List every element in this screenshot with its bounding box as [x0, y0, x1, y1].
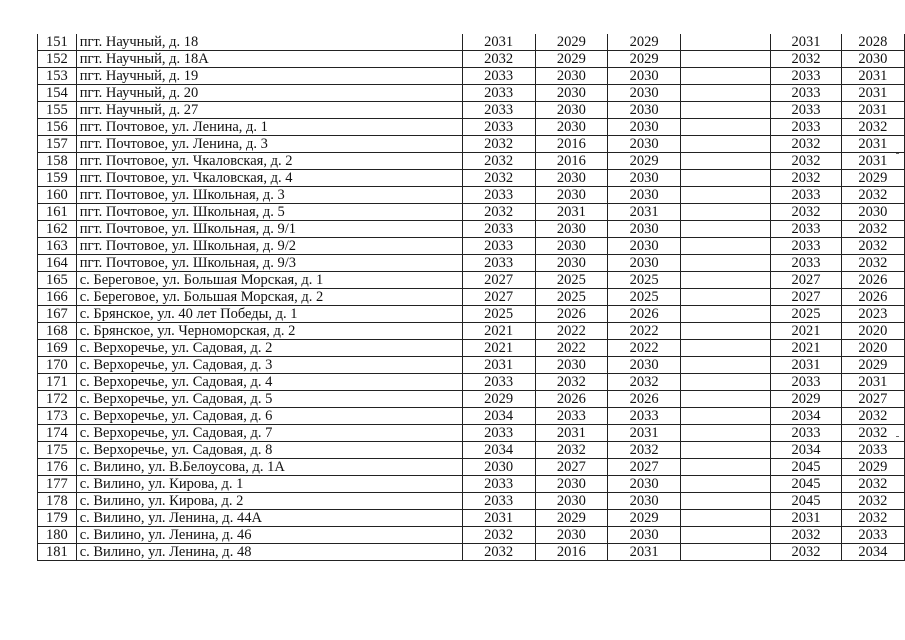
year-cell-4 — [681, 442, 771, 459]
address-cell: с. Вилино, ул. Кирова, д. 2 — [76, 493, 462, 510]
row-number: 169 — [38, 340, 77, 357]
year-cell-4 — [681, 272, 771, 289]
year-cell-4 — [681, 102, 771, 119]
row-number: 162 — [38, 221, 77, 238]
year-cell-3: 2022 — [608, 323, 681, 340]
year-cell-4 — [681, 51, 771, 68]
year-cell-3: 2030 — [608, 136, 681, 153]
year-cell-1: 2031 — [462, 357, 535, 374]
address-cell: с. Береговое, ул. Большая Морская, д. 1 — [76, 272, 462, 289]
year-cell-2: 2030 — [535, 476, 608, 493]
year-cell-1: 2033 — [462, 476, 535, 493]
year-cell-5: 2033 — [771, 374, 842, 391]
year-cell-4 — [681, 119, 771, 136]
year-cell-3: 2031 — [608, 544, 681, 561]
year-cell-3: 2030 — [608, 527, 681, 544]
year-cell-1: 2021 — [462, 340, 535, 357]
table-row — [38, 102, 905, 119]
table-row — [38, 544, 905, 561]
year-cell-2: 2030 — [535, 221, 608, 238]
year-cell-1: 2021 — [462, 323, 535, 340]
row-number: 154 — [38, 85, 77, 102]
year-cell-2: 2022 — [535, 340, 608, 357]
table-row — [38, 493, 905, 510]
year-cell-6: 2026 — [841, 272, 904, 289]
row-number: 166 — [38, 289, 77, 306]
year-cell-6: 2031 — [841, 374, 904, 391]
year-cell-4 — [681, 374, 771, 391]
year-cell-6: 2030 — [841, 204, 904, 221]
table-row — [38, 255, 905, 272]
row-number: 168 — [38, 323, 77, 340]
year-cell-6: 2020 — [841, 323, 904, 340]
margin-mark — [896, 436, 899, 437]
year-cell-1: 2025 — [462, 306, 535, 323]
year-cell-2: 2025 — [535, 272, 608, 289]
address-cell: с. Береговое, ул. Большая Морская, д. 2 — [76, 289, 462, 306]
row-number: 179 — [38, 510, 77, 527]
year-cell-3: 2029 — [608, 51, 681, 68]
table-row — [38, 510, 905, 527]
row-number: 176 — [38, 459, 77, 476]
year-cell-4 — [681, 459, 771, 476]
year-cell-2: 2031 — [535, 204, 608, 221]
year-cell-2: 2025 — [535, 289, 608, 306]
table-row — [38, 51, 905, 68]
year-cell-1: 2033 — [462, 187, 535, 204]
table-row — [38, 272, 905, 289]
year-cell-6: 2030 — [841, 51, 904, 68]
year-cell-5: 2033 — [771, 221, 842, 238]
address-cell: с. Вилино, ул. В.Белоусова, д. 1А — [76, 459, 462, 476]
year-cell-5: 2045 — [771, 476, 842, 493]
year-cell-4 — [681, 357, 771, 374]
year-cell-4 — [681, 510, 771, 527]
table-row — [38, 340, 905, 357]
year-cell-4 — [681, 136, 771, 153]
address-cell: с. Вилино, ул. Ленина, д. 44А — [76, 510, 462, 527]
table-row — [38, 527, 905, 544]
year-cell-6: 2032 — [841, 187, 904, 204]
year-cell-6: 2033 — [841, 527, 904, 544]
table-row — [38, 374, 905, 391]
year-cell-6: 2029 — [841, 170, 904, 187]
year-cell-3: 2022 — [608, 340, 681, 357]
year-cell-2: 2029 — [535, 510, 608, 527]
year-cell-5: 2033 — [771, 119, 842, 136]
year-cell-4 — [681, 323, 771, 340]
year-cell-5: 2032 — [771, 527, 842, 544]
address-cell: с. Брянское, ул. Черноморская, д. 2 — [76, 323, 462, 340]
year-cell-1: 2032 — [462, 204, 535, 221]
table-row — [38, 289, 905, 306]
address-cell: пгт. Почтовое, ул. Ленина, д. 1 — [76, 119, 462, 136]
row-number: 171 — [38, 374, 77, 391]
row-number: 164 — [38, 255, 77, 272]
year-cell-4 — [681, 85, 771, 102]
year-cell-6: 2027 — [841, 391, 904, 408]
year-cell-3: 2031 — [608, 425, 681, 442]
year-cell-6: 2020 — [841, 340, 904, 357]
table-body — [38, 34, 905, 561]
row-number: 158 — [38, 153, 77, 170]
year-cell-1: 2032 — [462, 51, 535, 68]
address-cell: пгт. Почтовое, ул. Школьная, д. 9/1 — [76, 221, 462, 238]
table-row — [38, 323, 905, 340]
year-cell-6: 2032 — [841, 238, 904, 255]
year-cell-5: 2021 — [771, 340, 842, 357]
year-cell-1: 2034 — [462, 442, 535, 459]
year-cell-3: 2030 — [608, 493, 681, 510]
table-row — [38, 68, 905, 85]
year-cell-3: 2027 — [608, 459, 681, 476]
year-cell-2: 2030 — [535, 119, 608, 136]
year-cell-6: 2032 — [841, 510, 904, 527]
year-cell-3: 2030 — [608, 119, 681, 136]
year-cell-6: 2029 — [841, 357, 904, 374]
year-cell-5: 2033 — [771, 102, 842, 119]
year-cell-2: 2029 — [535, 51, 608, 68]
row-number: 170 — [38, 357, 77, 374]
year-cell-1: 2033 — [462, 374, 535, 391]
year-cell-3: 2030 — [608, 85, 681, 102]
year-cell-3: 2030 — [608, 102, 681, 119]
year-cell-6: 2032 — [841, 255, 904, 272]
year-cell-5: 2032 — [771, 170, 842, 187]
year-cell-2: 2030 — [535, 255, 608, 272]
year-cell-2: 2027 — [535, 459, 608, 476]
address-cell: пгт. Почтовое, ул. Школьная, д. 3 — [76, 187, 462, 204]
year-cell-3: 2030 — [608, 476, 681, 493]
year-cell-3: 2032 — [608, 374, 681, 391]
year-cell-5: 2034 — [771, 442, 842, 459]
address-cell: с. Вилино, ул. Кирова, д. 1 — [76, 476, 462, 493]
address-cell: пгт. Почтовое, ул. Школьная, д. 9/2 — [76, 238, 462, 255]
year-cell-5: 2034 — [771, 408, 842, 425]
year-cell-2: 2016 — [535, 544, 608, 561]
housing-schedule-table — [37, 34, 905, 561]
year-cell-4 — [681, 391, 771, 408]
year-cell-6: 2031 — [841, 136, 904, 153]
year-cell-3: 2025 — [608, 289, 681, 306]
year-cell-2: 2033 — [535, 408, 608, 425]
address-cell: пгт. Научный, д. 18А — [76, 51, 462, 68]
year-cell-4 — [681, 238, 771, 255]
row-number: 165 — [38, 272, 77, 289]
year-cell-6: 2031 — [841, 85, 904, 102]
year-cell-5: 2031 — [771, 34, 842, 51]
year-cell-5: 2032 — [771, 544, 842, 561]
year-cell-2: 2031 — [535, 425, 608, 442]
year-cell-4 — [681, 306, 771, 323]
year-cell-4 — [681, 544, 771, 561]
year-cell-3: 2030 — [608, 357, 681, 374]
address-cell: пгт. Научный, д. 19 — [76, 68, 462, 85]
row-number: 156 — [38, 119, 77, 136]
year-cell-6: 2029 — [841, 459, 904, 476]
row-number: 175 — [38, 442, 77, 459]
year-cell-6: 2026 — [841, 289, 904, 306]
table-row — [38, 187, 905, 204]
year-cell-5: 2029 — [771, 391, 842, 408]
year-cell-5: 2021 — [771, 323, 842, 340]
year-cell-5: 2033 — [771, 85, 842, 102]
year-cell-1: 2033 — [462, 119, 535, 136]
year-cell-5: 2027 — [771, 289, 842, 306]
year-cell-3: 2029 — [608, 153, 681, 170]
table-row — [38, 425, 905, 442]
year-cell-1: 2027 — [462, 272, 535, 289]
year-cell-1: 2033 — [462, 85, 535, 102]
year-cell-1: 2032 — [462, 544, 535, 561]
year-cell-5: 2032 — [771, 204, 842, 221]
year-cell-2: 2026 — [535, 306, 608, 323]
year-cell-5: 2027 — [771, 272, 842, 289]
year-cell-3: 2026 — [608, 391, 681, 408]
address-cell: пгт. Почтовое, ул. Ленина, д. 3 — [76, 136, 462, 153]
year-cell-2: 2030 — [535, 238, 608, 255]
year-cell-4 — [681, 153, 771, 170]
year-cell-5: 2032 — [771, 153, 842, 170]
address-cell: с. Верхоречье, ул. Садовая, д. 6 — [76, 408, 462, 425]
year-cell-6: 2028 — [841, 34, 904, 51]
year-cell-2: 2022 — [535, 323, 608, 340]
table-row — [38, 238, 905, 255]
year-cell-5: 2031 — [771, 357, 842, 374]
year-cell-2: 2032 — [535, 442, 608, 459]
table-row — [38, 408, 905, 425]
table-row — [38, 170, 905, 187]
year-cell-6: 2032 — [841, 425, 904, 442]
year-cell-2: 2026 — [535, 391, 608, 408]
year-cell-2: 2032 — [535, 374, 608, 391]
table-row — [38, 119, 905, 136]
year-cell-1: 2034 — [462, 408, 535, 425]
address-cell: с. Вилино, ул. Ленина, д. 46 — [76, 527, 462, 544]
address-cell: с. Верхоречье, ул. Садовая, д. 3 — [76, 357, 462, 374]
year-cell-3: 2032 — [608, 442, 681, 459]
year-cell-4 — [681, 476, 771, 493]
table-row — [38, 34, 905, 51]
year-cell-3: 2033 — [608, 408, 681, 425]
table-row — [38, 153, 905, 170]
row-number: 180 — [38, 527, 77, 544]
year-cell-5: 2045 — [771, 493, 842, 510]
year-cell-2: 2030 — [535, 68, 608, 85]
year-cell-5: 2045 — [771, 459, 842, 476]
year-cell-6: 2033 — [841, 442, 904, 459]
year-cell-3: 2030 — [608, 221, 681, 238]
year-cell-4 — [681, 221, 771, 238]
year-cell-6: 2031 — [841, 153, 904, 170]
year-cell-1: 2033 — [462, 102, 535, 119]
year-cell-4 — [681, 493, 771, 510]
year-cell-5: 2032 — [771, 136, 842, 153]
row-number: 177 — [38, 476, 77, 493]
row-number: 152 — [38, 51, 77, 68]
year-cell-2: 2016 — [535, 153, 608, 170]
row-number: 153 — [38, 68, 77, 85]
year-cell-1: 2033 — [462, 425, 535, 442]
table-row — [38, 221, 905, 238]
year-cell-1: 2033 — [462, 68, 535, 85]
year-cell-3: 2030 — [608, 68, 681, 85]
year-cell-3: 2030 — [608, 238, 681, 255]
year-cell-4 — [681, 289, 771, 306]
margin-mark — [896, 153, 899, 154]
year-cell-3: 2029 — [608, 510, 681, 527]
year-cell-4 — [681, 204, 771, 221]
address-cell: с. Верхоречье, ул. Садовая, д. 2 — [76, 340, 462, 357]
row-number: 178 — [38, 493, 77, 510]
year-cell-6: 2031 — [841, 68, 904, 85]
year-cell-1: 2031 — [462, 510, 535, 527]
year-cell-5: 2033 — [771, 187, 842, 204]
year-cell-4 — [681, 170, 771, 187]
table-row — [38, 442, 905, 459]
year-cell-4 — [681, 425, 771, 442]
year-cell-1: 2033 — [462, 255, 535, 272]
address-cell: пгт. Почтовое, ул. Школьная, д. 5 — [76, 204, 462, 221]
year-cell-1: 2032 — [462, 153, 535, 170]
address-cell: пгт. Почтовое, ул. Чкаловская, д. 4 — [76, 170, 462, 187]
year-cell-1: 2033 — [462, 493, 535, 510]
address-cell: пгт. Научный, д. 20 — [76, 85, 462, 102]
year-cell-5: 2033 — [771, 68, 842, 85]
address-cell: пгт. Почтовое, ул. Школьная, д. 9/3 — [76, 255, 462, 272]
row-number: 172 — [38, 391, 77, 408]
year-cell-2: 2030 — [535, 170, 608, 187]
year-cell-5: 2033 — [771, 238, 842, 255]
year-cell-1: 2032 — [462, 170, 535, 187]
year-cell-5: 2025 — [771, 306, 842, 323]
year-cell-3: 2031 — [608, 204, 681, 221]
table-row — [38, 459, 905, 476]
year-cell-1: 2032 — [462, 136, 535, 153]
year-cell-4 — [681, 187, 771, 204]
year-cell-5: 2031 — [771, 510, 842, 527]
table-row — [38, 357, 905, 374]
address-cell: пгт. Почтовое, ул. Чкаловская, д. 2 — [76, 153, 462, 170]
year-cell-2: 2030 — [535, 102, 608, 119]
year-cell-2: 2029 — [535, 34, 608, 51]
year-cell-4 — [681, 340, 771, 357]
year-cell-2: 2016 — [535, 136, 608, 153]
year-cell-6: 2032 — [841, 221, 904, 238]
year-cell-2: 2030 — [535, 187, 608, 204]
table-row — [38, 204, 905, 221]
year-cell-1: 2033 — [462, 221, 535, 238]
address-cell: с. Верхоречье, ул. Садовая, д. 4 — [76, 374, 462, 391]
row-number: 157 — [38, 136, 77, 153]
row-number: 155 — [38, 102, 77, 119]
year-cell-1: 2029 — [462, 391, 535, 408]
year-cell-6: 2032 — [841, 493, 904, 510]
year-cell-4 — [681, 255, 771, 272]
year-cell-3: 2025 — [608, 272, 681, 289]
row-number: 159 — [38, 170, 77, 187]
row-number: 161 — [38, 204, 77, 221]
address-cell: с. Брянское, ул. 40 лет Победы, д. 1 — [76, 306, 462, 323]
year-cell-3: 2030 — [608, 255, 681, 272]
year-cell-3: 2026 — [608, 306, 681, 323]
year-cell-6: 2023 — [841, 306, 904, 323]
row-number: 181 — [38, 544, 77, 561]
year-cell-4 — [681, 408, 771, 425]
address-cell: пгт. Научный, д. 27 — [76, 102, 462, 119]
year-cell-1: 2033 — [462, 238, 535, 255]
year-cell-2: 2030 — [535, 85, 608, 102]
row-number: 151 — [38, 34, 77, 51]
table-row — [38, 85, 905, 102]
year-cell-5: 2033 — [771, 255, 842, 272]
year-cell-1: 2031 — [462, 34, 535, 51]
address-cell: пгт. Научный, д. 18 — [76, 34, 462, 51]
year-cell-1: 2032 — [462, 527, 535, 544]
address-cell: с. Вилино, ул. Ленина, д. 48 — [76, 544, 462, 561]
year-cell-2: 2030 — [535, 493, 608, 510]
year-cell-6: 2032 — [841, 119, 904, 136]
address-cell: с. Верхоречье, ул. Садовая, д. 8 — [76, 442, 462, 459]
table-row — [38, 136, 905, 153]
year-cell-6: 2032 — [841, 408, 904, 425]
row-number: 173 — [38, 408, 77, 425]
row-number: 167 — [38, 306, 77, 323]
address-cell: с. Верхоречье, ул. Садовая, д. 5 — [76, 391, 462, 408]
row-number: 163 — [38, 238, 77, 255]
year-cell-3: 2030 — [608, 187, 681, 204]
row-number: 174 — [38, 425, 77, 442]
year-cell-1: 2030 — [462, 459, 535, 476]
year-cell-6: 2034 — [841, 544, 904, 561]
table-row — [38, 476, 905, 493]
year-cell-6: 2032 — [841, 476, 904, 493]
year-cell-5: 2032 — [771, 51, 842, 68]
year-cell-5: 2033 — [771, 425, 842, 442]
year-cell-6: 2031 — [841, 102, 904, 119]
year-cell-2: 2030 — [535, 357, 608, 374]
row-number: 160 — [38, 187, 77, 204]
table-row — [38, 306, 905, 323]
table-row — [38, 391, 905, 408]
year-cell-4 — [681, 527, 771, 544]
year-cell-4 — [681, 34, 771, 51]
year-cell-4 — [681, 68, 771, 85]
year-cell-2: 2030 — [535, 527, 608, 544]
year-cell-3: 2029 — [608, 34, 681, 51]
year-cell-3: 2030 — [608, 170, 681, 187]
address-cell: с. Верхоречье, ул. Садовая, д. 7 — [76, 425, 462, 442]
year-cell-1: 2027 — [462, 289, 535, 306]
